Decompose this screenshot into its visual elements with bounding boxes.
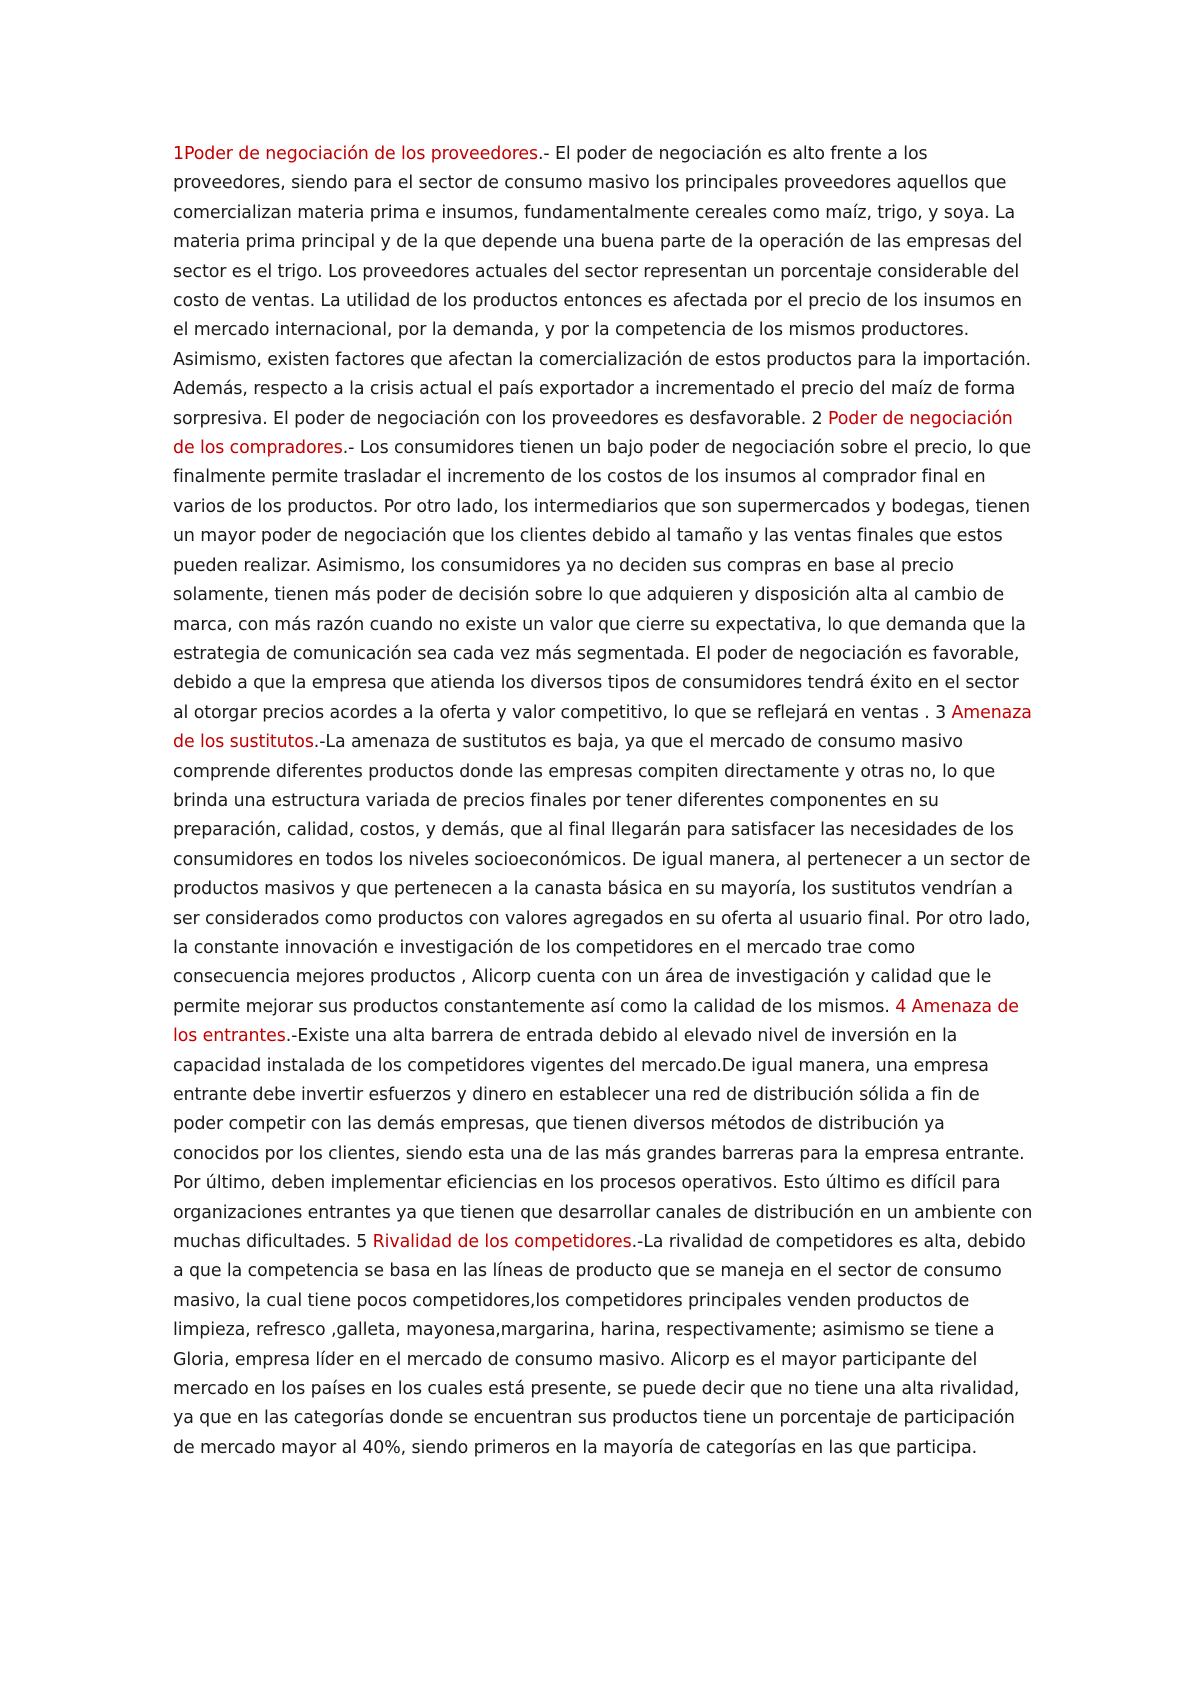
- section-heading-entrantes: 4 Amenaza de los entrantes: [173, 996, 1019, 1047]
- section-heading-proveedores: 1Poder de negociación de los proveedores: [173, 144, 538, 164]
- section-text-sustitutos: .-La amenaza de sustitutos es baja, ya que el mercado de consumo masivo comprende diferentes productos donde las empresas compiten directamente y otras no, lo que brinda una estructura variada de precios finales por tener diferentes componentes en su preparación, calidad, costos, y demás, que al final llegarán para satisfacer las necesidades de los consumidores en todos los niveles socioeconómicos. De igual manera, al pertenecer a un sector de productos masivos y que pertenecen a la canasta básica en su mayoría, los sustitutos vendrían a ser considerados como productos con valores agregados en su oferta al usuario final. Por otro lado, la constante innovación e investigación de los competidores en el mercado trae como consecuencia mejores productos , Alicorp cuenta con un área de investigación y calidad que le permite mejorar sus productos constantemente así como la calidad de los mismos.: [173, 732, 1031, 1017]
- section-heading-rivalidad: Rivalidad de los competidores: [372, 1232, 632, 1253]
- section-heading-sustitutos: Amenaza de los sustitutos: [173, 702, 1032, 753]
- body-paragraph: [173, 140, 1035, 1463]
- section-text-proveedores: .- El poder de negociación es alto frente a los proveedores, siendo para el sector de consumo masivo los principales proveedores aquellos que comercializan materia prima e insumos, fundamentalmente cereales como maíz, trigo, y soya. La materia prima principal y de la que depende una buena parte de la operación de las empresas del sector es el trigo. Los proveedores actuales del sector representan un porcentaje considerable del costo de ventas. La utilidad de los productos entonces es afectada por el precio de los insumos en el mercado internacional, por la demanda, y por la competencia de los mismos productores. Asimismo, existen factores que afectan la comercialización de estos productos para la importación. Además, respecto a la crisis actual el país exportador a incrementado el precio del maíz de forma sorpresiva. El poder de negociación con los proveedores es desfavorable. 2: [173, 144, 1031, 429]
- section-text-compradores: .- Los consumidores tienen un bajo poder de negociación sobre el precio, lo que finalmente permite trasladar el incremento de los costos de los insumos al comprador final en varios de los productos. Por otro lado, los intermediarios que son supermercados y bodegas, tienen un mayor poder de negociación que los clientes debido al tamaño y las ventas finales que estos pueden realizar. Asimismo, los consumidores ya no deciden sus compras en base al precio solamente, tienen más poder de decisión sobre lo que adquieren y disposición alta al cambio de marca, con más razón cuando no existe un valor que cierre su expectativa, lo que demanda que la estrategia de comunicación sea cada vez más segmentada. El poder de negociación es favorable, debido a que la empresa que atienda los diversos tipos de consumidores tendrá éxito en el sector al otorgar precios acordes a la oferta y valor competitivo, lo que se reflejará en ventas . 3: [173, 438, 1032, 723]
- section-text-rivalidad: .-La rivalidad de competidores es alta, debido a que la competencia se basa en las líneas de producto que se maneja en el sector de consumo masivo, la cual tiene pocos competidores,los competidores principales venden productos de limpieza, refresco ,galleta, mayonesa,margarina, harina, respectivamente; asimismo se tiene a Gloria, empresa líder en el mercado de consumo masivo. Alicorp es el mayor participante del mercado en los países en los cuales está presente, se puede decir que no tiene una alta rivalidad, ya que en las categorías donde se encuentran sus productos tiene un porcentaje de participación de mercado mayor al 40%, siendo primeros en la mayoría de categorías en las que participa.: [173, 1232, 1026, 1458]
- section-heading-compradores: Poder de negociación de los compradores: [173, 408, 1013, 459]
- section-text-entrantes: .-Existe una alta barrera de entrada debido al elevado nivel de inversión en la capacidad instalada de los competidores vigentes del mercado.De igual manera, una empresa entrante debe invertir esfuerzos y dinero en establecer una red de distribución sólida a fin de poder competir con las demás empresas, que tienen diversos métodos de distribución ya conocidos por los clientes, siendo esta una de las más grandes barreras para la empresa entrante. Por último, deben implementar eficiencias en los procesos operativos. Esto último es difícil para organizaciones entrantes ya que tienen que desarrollar canales de distribución en un ambiente con muchas dificultades. 5: [173, 1026, 1033, 1253]
